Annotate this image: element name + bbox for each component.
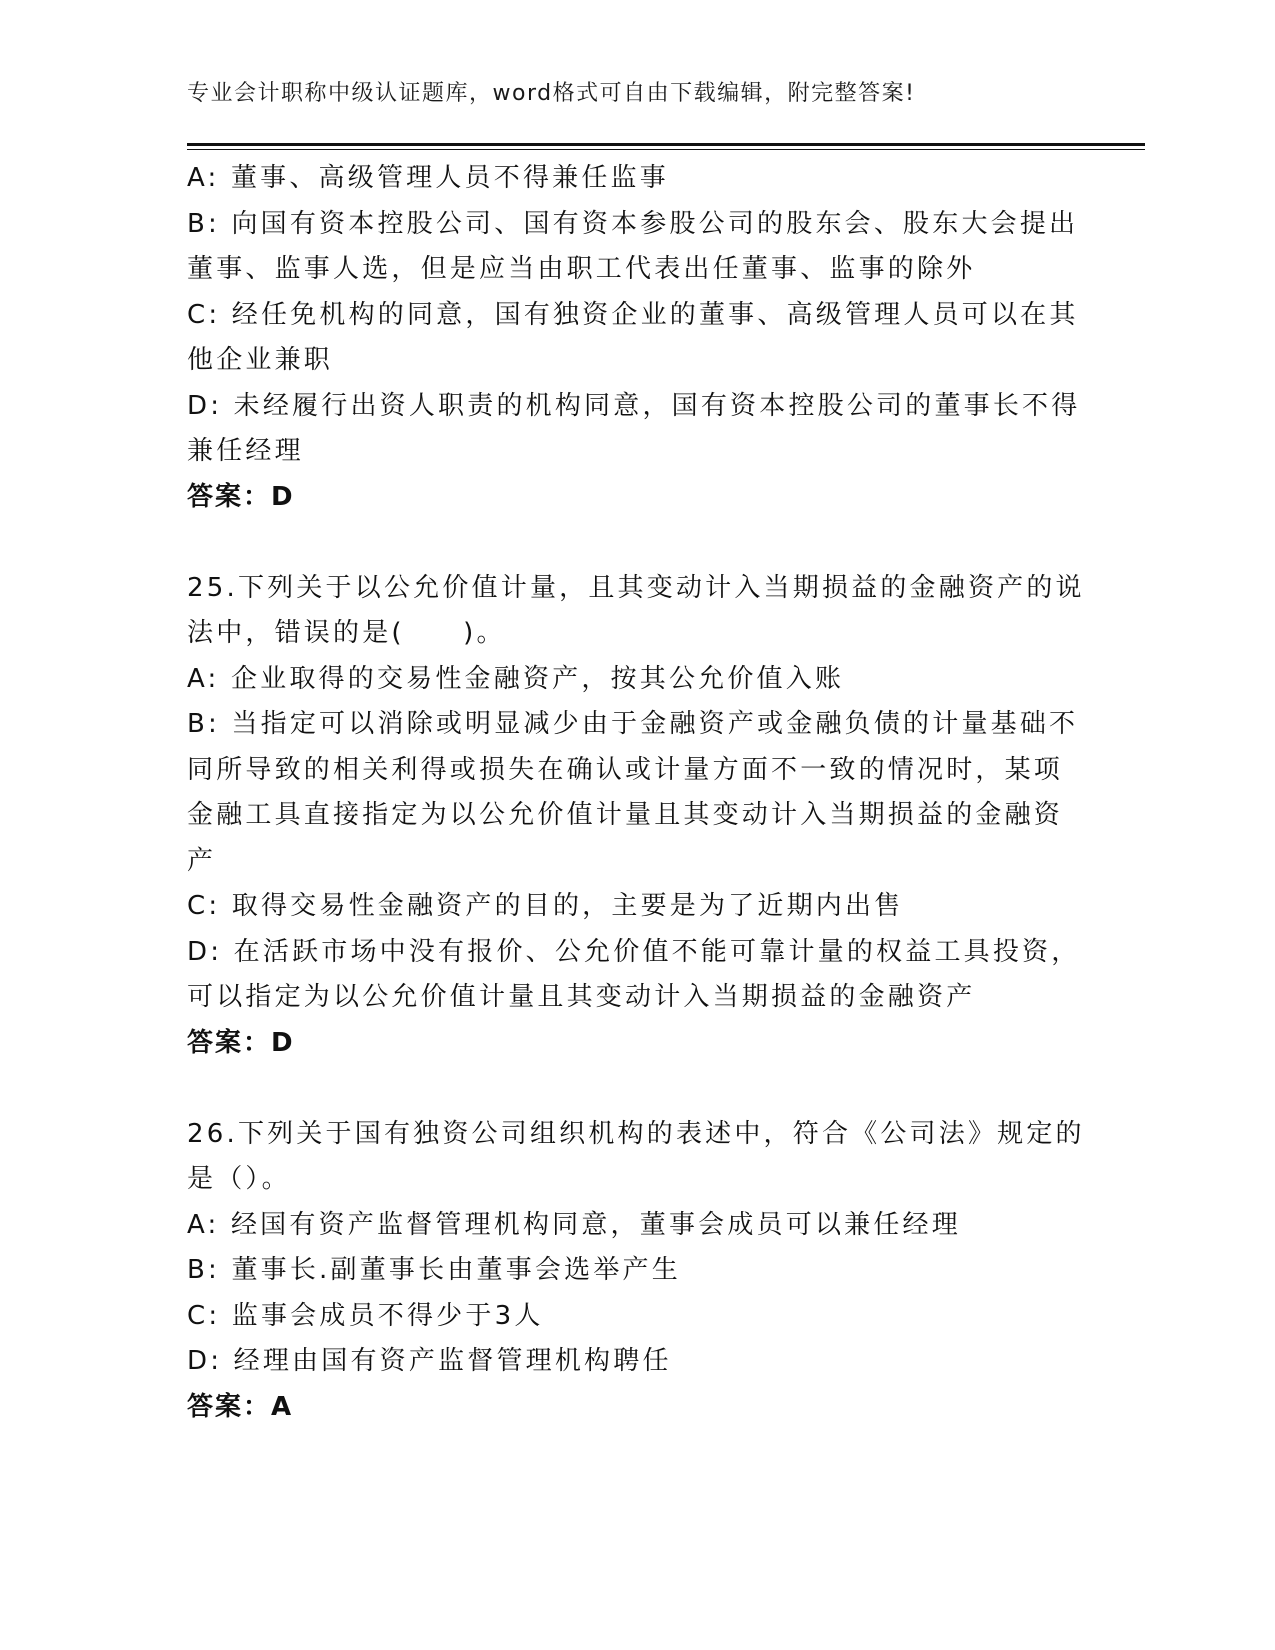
block-spacer — [187, 1066, 1067, 1112]
option-text: B: 董事长.副董事长由董事会选举产生 — [187, 1255, 681, 1285]
header-divider-thick — [187, 143, 1145, 146]
option-text: C: 经任免机构的同意，国有独资企业的董事、高级管理人员可以在其 — [187, 299, 1079, 330]
option-text: D: 在活跃市场中没有报价、公允价值不能可靠计量的权益工具投资， — [187, 936, 1081, 967]
option-text: 金融工具直接指定为以公允价值计量且其变动计入当期损益的金融资 — [187, 800, 1064, 830]
option-text: A: 经国有资产监督管理机构同意，董事会成员可以兼任经理 — [187, 1209, 961, 1240]
header-divider-thin — [187, 149, 1145, 150]
answer-label: 答案：D — [187, 1027, 295, 1058]
question-block — [187, 1112, 1085, 1431]
option-text: 可以指定为以公允价值计量且其变动计入当期损益的金融资产 — [187, 982, 976, 1012]
option-text: B: 当指定可以消除或明显减少由于金融资产或金融负债的计量基础不 — [187, 709, 1079, 739]
option-text: A: 企业取得的交易性金融资产，按其公允价值入账 — [187, 663, 845, 694]
option-text: A: 董事、高级管理人员不得兼任监事 — [187, 163, 669, 193]
question-block — [187, 156, 1081, 520]
question-stem: 法中，错误的是( )。 — [187, 618, 506, 648]
option-text: 董事、监事人选，但是应当由职工代表出任董事、监事的除外 — [187, 254, 976, 284]
question-stem: 是（）。 — [187, 1164, 291, 1194]
option-text: D: 未经履行出资人职责的机构同意，国有资本控股公司的董事长不得 — [187, 390, 1081, 421]
question-content — [187, 156, 1085, 1430]
block-spacer — [187, 520, 1067, 566]
answer-label: 答案：D — [187, 481, 295, 512]
answer-label: 答案：A — [187, 1391, 294, 1422]
option-text: 产 — [187, 845, 217, 876]
question-stem: 26.下列关于国有独资公司组织机构的表述中，符合《公司法》规定的 — [187, 1118, 1085, 1149]
option-text: D: 经理由国有资产监督管理机构聘任 — [187, 1346, 672, 1376]
option-text: 同所导致的相关利得或损失在确认或计量方面不一致的情况时，某项 — [187, 754, 1064, 785]
option-text: B: 向国有资本控股公司、国有资本参股公司的股东会、股东大会提出 — [187, 208, 1079, 239]
option-text: C: 监事会成员不得少于3人 — [187, 1300, 544, 1331]
option-text: 他企业兼职 — [187, 345, 334, 375]
page-header: 专业会计职称中级认证题库，word格式可自由下载编辑，附完整答案! — [187, 81, 916, 106]
option-text: C: 取得交易性金融资产的目的，主要是为了近期内出售 — [187, 891, 904, 921]
question-stem: 25.下列关于以公允价值计量，且其变动计入当期损益的金融资产的说 — [187, 572, 1085, 603]
option-text: 兼任经理 — [187, 436, 304, 466]
question-block — [187, 566, 1085, 1067]
